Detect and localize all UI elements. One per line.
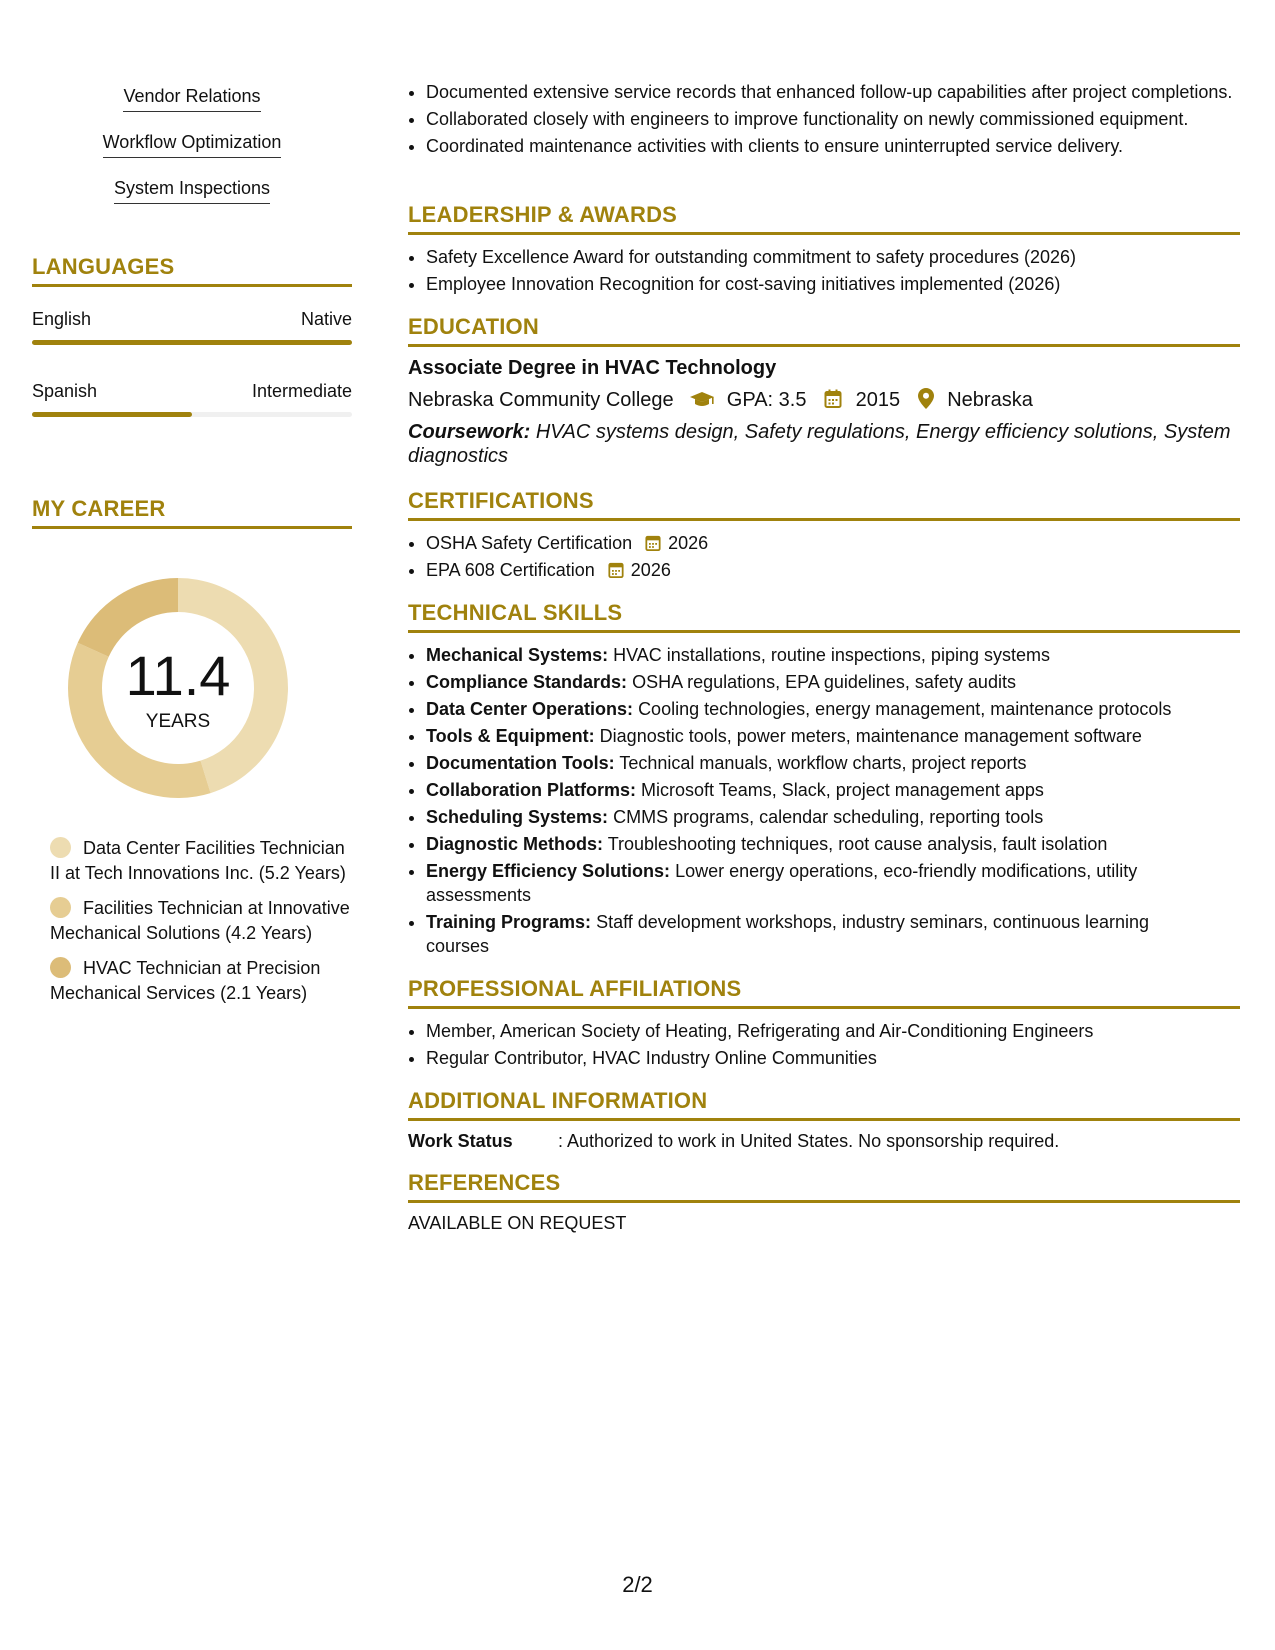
certification-name: OSHA Safety Certification xyxy=(426,533,633,553)
additional-info-section xyxy=(408,1088,1240,1152)
skill-label: Collaboration Platforms: xyxy=(426,780,637,800)
list-item xyxy=(426,643,1200,667)
skill-tag: Vendor Relations xyxy=(123,86,260,112)
skill-tags xyxy=(32,86,352,224)
calendar-icon xyxy=(645,534,661,552)
list-item xyxy=(426,751,1200,775)
career-section xyxy=(32,496,352,529)
language-bar-fill xyxy=(32,340,352,345)
skill-label: Compliance Standards: xyxy=(426,672,628,692)
list-item xyxy=(426,558,1240,582)
skill-text: Cooling technologies, energy management, maintenance protocols xyxy=(638,699,1172,719)
certifications-section xyxy=(408,488,1240,585)
certification-year: 2026 xyxy=(668,533,709,553)
skill-text: Staff development workshops, industry seminars, continuous learning courses xyxy=(426,912,1150,956)
references-text: AVAILABLE ON REQUEST xyxy=(408,1213,627,1233)
languages-section xyxy=(32,254,352,417)
list-item xyxy=(426,832,1200,856)
skill-text: Lower energy operations, eco-friendly modifications, utility assessments xyxy=(426,861,1138,905)
list-item xyxy=(426,910,1200,958)
legend-item xyxy=(50,896,350,946)
list-item: • Safety Excellence Award for outstanding commitment to safety procedures (2026) xyxy=(426,245,1240,269)
references-section xyxy=(408,1170,1240,1234)
work-status-row xyxy=(408,1131,1240,1152)
skill-label: Scheduling Systems: xyxy=(426,807,609,827)
language-name: Spanish xyxy=(32,381,98,401)
coursework xyxy=(408,420,1240,468)
affiliations-title: PROFESSIONAL AFFILIATIONS xyxy=(408,976,1240,1009)
affiliations-section xyxy=(408,976,1240,1073)
experience-tail xyxy=(408,80,1240,161)
calendar-icon xyxy=(824,389,842,409)
degree-title: Associate Degree in HVAC Technology xyxy=(408,357,777,379)
list-item xyxy=(426,724,1200,748)
skill-label: Mechanical Systems: xyxy=(426,645,609,665)
language-bar xyxy=(32,340,352,345)
legend-item xyxy=(50,956,350,1006)
list-item: • Employee Innovation Recognition for cost-saving initiatives implemented (2026) xyxy=(426,272,1240,296)
technical-skills-section xyxy=(408,600,1240,961)
skill-text: CMMS programs, calendar scheduling, reporting tools xyxy=(613,807,1044,827)
awards-title: LEADERSHIP & AWARDS xyxy=(408,202,1240,235)
graduation-cap-icon xyxy=(689,391,715,409)
graduation-year: 2015 xyxy=(855,389,901,411)
skill-text: Diagnostic tools, power meters, maintenance management software xyxy=(599,726,1142,746)
language-item xyxy=(32,381,352,417)
skill-tag: System Inspections xyxy=(114,178,270,204)
language-level: Intermediate xyxy=(251,381,352,401)
certification-year: 2026 xyxy=(630,560,671,580)
list-item: • Member, American Society of Heating, Refrigerating and Air-Conditioning Engineers xyxy=(426,1019,1240,1043)
skill-label: Energy Efficiency Solutions: xyxy=(426,861,671,881)
school-name: Nebraska Community College xyxy=(408,389,674,411)
skill-label: Training Programs: xyxy=(426,912,592,932)
additional-info-title: ADDITIONAL INFORMATION xyxy=(408,1088,1240,1121)
skill-label: Tools & Equipment: xyxy=(426,726,595,746)
career-donut-chart xyxy=(66,576,290,800)
awards-section xyxy=(408,202,1240,299)
language-item xyxy=(32,309,352,345)
page-number: 2/2 xyxy=(622,1572,653,1597)
language-level: Native xyxy=(300,309,352,329)
work-status-value: : Authorized to work in United States. No sponsorship required. xyxy=(558,1131,1060,1151)
legend-dot-icon xyxy=(50,957,71,978)
skill-text: HVAC installations, routine inspections, piping systems xyxy=(613,645,1050,665)
languages-title: LANGUAGES xyxy=(32,254,352,287)
list-item: • Regular Contributor, HVAC Industry Online Communities xyxy=(426,1046,1240,1070)
calendar-icon xyxy=(608,561,624,579)
career-title: MY CAREER xyxy=(32,496,352,529)
skill-text: Microsoft Teams, Slack, project management apps xyxy=(641,780,1044,800)
skill-text: OSHA regulations, EPA guidelines, safety audits xyxy=(632,672,1016,692)
list-item: • Documented extensive service records that enhanced follow-up capabilities after project completions. xyxy=(426,80,1240,104)
legend-label: Facilities Technician at Innovative Mechanical Solutions (4.2 Years) xyxy=(50,898,350,943)
coursework-label: Coursework: xyxy=(408,421,531,443)
language-bar-fill xyxy=(32,412,192,417)
list-item: • Collaborated closely with engineers to improve functionality on newly commissioned equipment. xyxy=(426,107,1240,131)
career-legend xyxy=(50,836,350,1016)
technical-skills-title: TECHNICAL SKILLS xyxy=(408,600,1240,633)
list-item: • Coordinated maintenance activities with clients to ensure uninterrupted service delivery. xyxy=(426,134,1240,158)
list-item xyxy=(426,670,1200,694)
legend-dot-icon xyxy=(50,837,71,858)
work-status-label: Work Status xyxy=(408,1131,513,1151)
education-section xyxy=(408,314,1240,468)
certifications-title: CERTIFICATIONS xyxy=(408,488,1240,521)
references-title: REFERENCES xyxy=(408,1170,1240,1203)
legend-item xyxy=(50,836,350,886)
language-name: English xyxy=(32,309,92,329)
list-item xyxy=(426,805,1200,829)
legend-dot-icon xyxy=(50,897,71,918)
location-pin-icon xyxy=(918,388,934,409)
legend-label: Data Center Facilities Technician II at Tech Innovations Inc. (5.2 Years) xyxy=(50,838,346,883)
skill-label: Documentation Tools: xyxy=(426,753,615,773)
education-meta xyxy=(408,388,1240,412)
list-item xyxy=(426,778,1200,802)
career-unit: YEARS xyxy=(145,711,211,732)
gpa: GPA: 3.5 xyxy=(726,389,807,411)
skill-text: Troubleshooting techniques, root cause analysis, fault isolation xyxy=(607,834,1108,854)
coursework-text: HVAC systems design, Safety regulations, Energy efficiency solutions, System diagnostics xyxy=(408,421,1231,467)
skill-label: Data Center Operations: xyxy=(426,699,634,719)
list-item xyxy=(426,531,1240,555)
skill-label: Diagnostic Methods: xyxy=(426,834,604,854)
list-item xyxy=(426,697,1200,721)
career-total: 11.4 xyxy=(125,644,231,707)
certification-name: EPA 608 Certification xyxy=(426,560,595,580)
list-item xyxy=(426,859,1200,907)
legend-label: HVAC Technician at Precision Mechanical Services (2.1 Years) xyxy=(50,958,321,1003)
language-bar xyxy=(32,412,352,417)
skill-tag: Workflow Optimization xyxy=(103,132,282,158)
education-location: Nebraska xyxy=(947,389,1033,411)
skill-text: Technical manuals, workflow charts, project reports xyxy=(619,753,1027,773)
education-title: EDUCATION xyxy=(408,314,1240,347)
